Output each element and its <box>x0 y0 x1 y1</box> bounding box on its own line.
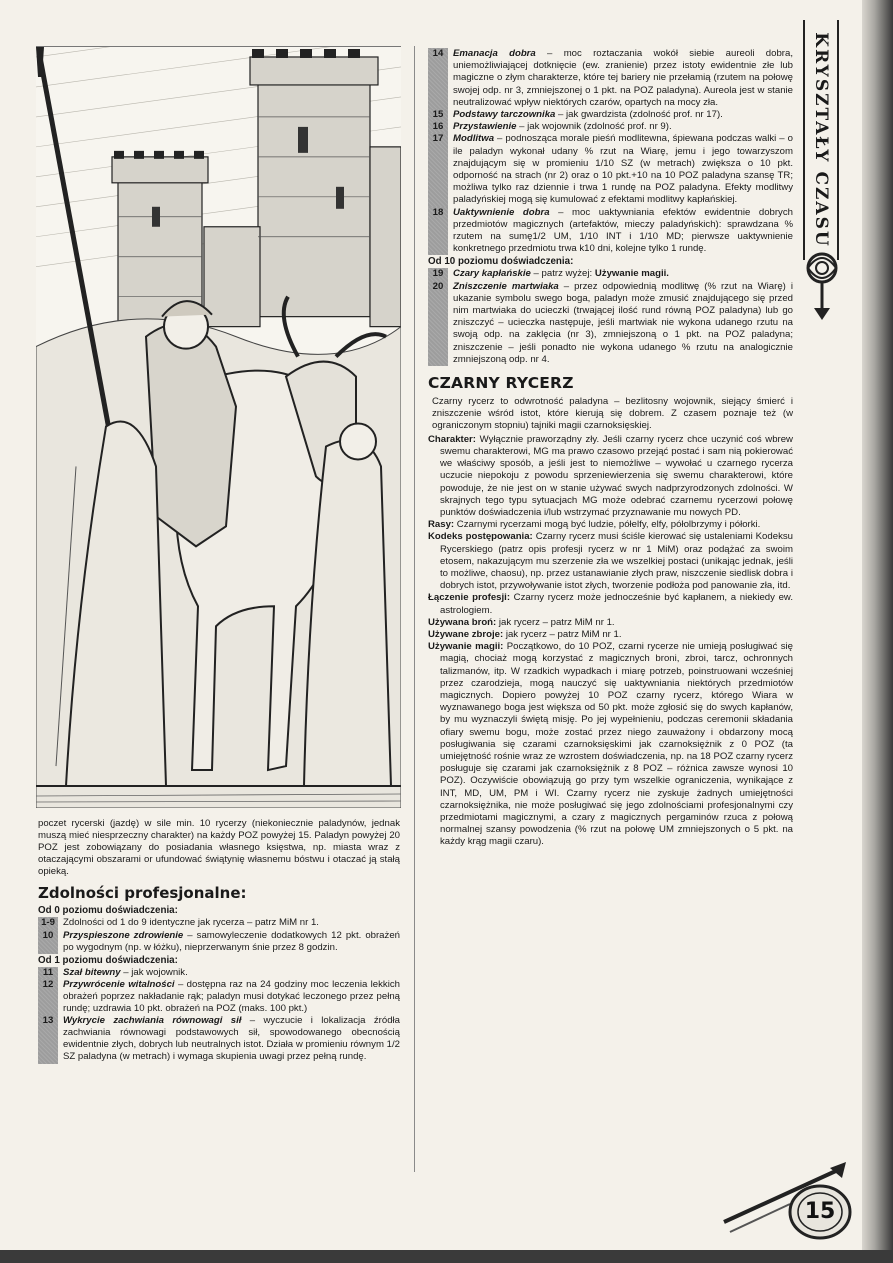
celtic-knot-icon <box>800 238 844 322</box>
ability-text: Wykrycie zachwiania równowagi sił – wyczucie i lokalizacja źródła zachwiania równowagi podstawowych sił, spowodowanego obecnością ewidentnie złych, dobrych lub neutralnych istot. Działa w promieniu równym 1/2 SZ paladyna (w metrach) i wymaga skupienia uwagi przez pełną rundę. <box>63 1015 401 1063</box>
entry-weapons: Używana broń: jak rycerz – patrz MiM nr 1. <box>428 616 615 628</box>
ability-number: 20 <box>428 281 448 366</box>
ability-row <box>428 281 793 366</box>
ability-row <box>38 930 400 954</box>
page-bottom-edge <box>0 1250 893 1263</box>
paladin-illustration <box>36 46 401 808</box>
right-column <box>428 48 793 849</box>
ability-text: Przyspieszone zdrowienie – samowyleczenie dodatkowych 12 pkt. obrażeń po wygodnym (np. w łóżku), nieprzerwanym śnie przez 8 godzin. <box>63 929 400 953</box>
level-heading: Od 1 poziomu doświadczenia: <box>38 954 178 966</box>
section-title-abilities: Zdolności profesjonalne: <box>38 884 247 903</box>
ability-row <box>38 1015 400 1063</box>
ability-number: 19 <box>428 268 448 280</box>
ability-row <box>428 133 793 206</box>
black-knight-intro: Czarny rycerz to odwrotność paladyna – bezlitosny wojownik, siejący śmierć i zniszczenie wśród istot, które kierują się dobrem. Z czasem poznaje też (w ograniczonym stopniu) tajniki magii czarnoksięskiej. <box>432 396 793 432</box>
ability-number: 11 <box>38 967 58 979</box>
page-number: 15 <box>804 1199 836 1224</box>
ability-row <box>428 121 793 133</box>
left-column <box>38 818 400 1064</box>
entry-races: Rasy: Czarnymi rycerzami mogą być ludzie, półelfy, elfy, półolbrzymy i półorki. <box>428 519 761 531</box>
ability-text: Szał bitewny – jak wojownik. <box>63 966 188 978</box>
ability-row <box>38 917 400 929</box>
ability-number: 14 <box>428 48 448 109</box>
ability-text: Emanacja dobra – moc roztaczania wokół siebie aureoli dobra, uniemożliwiającej dotknięcie (ew. zranienie) przez istoty ewidentnie złe lub magiczne o złym charakterze, które tej bariery nie przełamią (rzutem na połowę swojej odp. nr 3, zmniejszonej o 1 pkt. na POZ paladyna). Aureola jest w stanie neutralizować wpływ niektórych czarów, opartych na mocy zła. <box>453 48 793 108</box>
ability-text: Modlitwa – podnosząca morale pieśń modlitewna, śpiewana podczas walki – o ile paladyn wykonał udany % rzut na Wiarę, jemu i jego towarzyszom znajdującym się w promieniu 1/10 SZ (w metrach) zwiększa o 10 pkt. odporność na strach (nr 2) oraz o 10 pkt.+10 na 10 POZ paladyna szansę TR; możliwa tylko raz dziennie i trwa 1 rundę na POZ paladyna. Efekty modlitwy paladyńskiej mogą się kumulować z efektami modlitwy kapłańskiej. <box>453 133 793 206</box>
side-title-banner <box>803 20 839 260</box>
entry-alignment: Charakter: Wyłącznie praworządny zły. Jeśli czarny rycerz chce uczynić coś wbrew swemu charakterowi, MG ma prawo czasowo przejąć postać i sam nią pokierować we właściwy sposób, a jeśli jest to niemożliwe – wywołać u czarnego rycerza uczucie niepokoju z powodu sprzeniewierzenia się swemu charakterowi, które powoduje, że nie jest on w stanie używać swych nadprzyrodzonych zdolności. W skrajnych tego typu sytuacjach MG może odebrać czarnemu rycerzowi połowę punktów doświadczenia i/lub wstrzymać przyznawanie mu nowych PD. <box>428 433 793 518</box>
ability-row <box>428 207 793 256</box>
level-heading: Od 0 poziomu doświadczenia: <box>38 905 178 917</box>
ability-text: Podstawy tarczownika – jak gwardzista (zdolność prof. nr 17). <box>453 109 723 121</box>
ability-text: Zdolności od 1 do 9 identyczne jak rycerza – patrz MiM nr 1. <box>63 917 319 929</box>
ability-text: Przywrócenie witalności – dostępna raz na 24 godziny moc leczenia lekkich obrażeń poprzez nakładanie rąk; paladyn musi dotykać leczonego przez pełną rundę; uzdrawia 10 pkt. obrażeń na POZ (maks. 100 pkt.) <box>63 978 400 1015</box>
page-edge <box>862 0 893 1263</box>
section-title-black-knight: CZARNY RYCERZ <box>428 374 574 393</box>
ability-number: 10 <box>38 930 58 954</box>
ability-text: Zniszczenie martwiaka – przez odpowiednią modlitwę (% rzut na Wiarę) i ukazanie symbolu swego boga, paladyn może zmusić znajdującego się przed nim martwiaka do ucieczki (trwającej ilość rund równą POZ paladyna) lub go zniszczyć – ucieczka następuje, jeśli martwiak nie wykona udanego rzutu na swoją odp. na zaklęcia (nr 3), zmniejszoną o 1 pkt. na POZ paladyna; zniszczenie – jeśli ponadto nie wykona udanego % rzutu na analogicznie zmniejszoną odp. nr 4. <box>453 280 793 365</box>
ability-number: 18 <box>428 207 448 256</box>
ability-text: Uaktywnienie dobra – moc uaktywniania efektów ewidentnie dobrych przedmiotów magicznych (artefaktów, mieczy paladyńskich): sprawdzana % rzutem na sumę1/2 UM, 1/10 INT i 1/10 MD; pierwsze uaktywnienie konkretnego przedmiotu trwa k10 dni, kolejne tylko 1 rundę. <box>453 206 793 255</box>
knight-castle-drawing <box>36 47 401 808</box>
ability-row <box>428 109 793 121</box>
ability-text: Przystawienie – jak wojownik (zdolność prof. nr 9). <box>453 121 672 133</box>
entry-multiclass: Łączenie profesji: Czarny rycerz może jednocześnie być kapłanem, a niekiedy ew. astrologiem. <box>428 592 793 616</box>
level-heading: Od 10 poziomu doświadczenia: <box>428 256 574 268</box>
ability-number: 13 <box>38 1015 58 1063</box>
entry-armor: Używane zbroje: jak rycerz – patrz MiM nr 1. <box>428 628 622 640</box>
ability-row <box>38 967 400 979</box>
ability-row <box>428 48 793 109</box>
ability-number: 15 <box>428 109 448 121</box>
entry-code-of-conduct: Kodeks postępowania: Czarny rycerz musi ściśle kierować się ustaleniami Kodeksu Rycerskiego (patrz opis profesji rycerz w nr 1 MiM) oraz podążać za swoim etosem, nakazującym mu szerzenie zła we wszelkiej postaci (unikając jednak, jeśli to możliwe, chaosu), np. przez ustanawianie złych praw, niszczenie siedlisk dobra i dobrych istot, przywoływanie istot złych, tworzenie podłoża pod panowanie zła, itd. <box>428 531 793 592</box>
ability-number: 16 <box>428 121 448 133</box>
ability-number: 12 <box>38 979 58 1015</box>
ability-number: 1-9 <box>38 917 58 929</box>
column-divider <box>414 46 415 1172</box>
entry-magic-use: Używanie magii: Początkowo, do 10 POZ, czarni rycerze nie umieją posługiwać się magią, chociaż mogą korzystać z magicznych broni, zbroi, tarcz, ochronnych talizmanów, itp. W rzadkich wypadkach i miarę potrzeb, poinstruowani wcześniej przez czarodzieja, mogą nauczyć się uaktywniania niektórych przedmiotów magicznych. Dopiero powyżej 10 POZ czarny rycerz, którego Wiara w wyznawanego boga jest większa od 50 pkt. może zgłosić się do swych kapłanów, by mu wyznaczyli świętą misję. Po jej wypełnieniu, podczas ceremonii składania ofiary swemu bogu, może zostać przez niego zauważony i obdarzony mocą posługiwania się czarami czarnoksięskimi jak czarnoksiężnik z 0 POZ (ta umiejętność rośnie wraz ze wzrostem doświadczenia, np. na 18 POZ czarny rycerz posługuje się czarami jak czarnoksiężnik z 8 POZ – różnica zawsze wynosi 10 POZ). Oczywiście obowiązują go przy tym wszelkie ograniczenia, wynikające z INT, MD, UM, PM i WI. Czarny rycerz nie zyskuje żadnych umiejętności czarnoksiężnika, nie może posługiwać się jego zdolnościami profesjonalnymi czy przedmiotami magicznymi, a czary z magicznych pergaminów rzuca z połową normalnej szansy powodzenia (% rzut na połowę UM zmniejszonych o 5 pkt. na każdy krąg magii czaru). <box>428 641 793 848</box>
ability-row <box>38 979 400 1015</box>
ability-number: 17 <box>428 133 448 206</box>
ability-text: Czary kapłańskie – patrz wyżej: Używanie magii. <box>453 268 669 280</box>
ability-row <box>428 268 793 280</box>
magazine-title: KRYSZTAŁY CZASU <box>811 32 831 248</box>
intro-paragraph: poczet rycerski (jazdę) w sile min. 10 rycerzy (niekoniecznie paladynów, jednak muszą mieć niesprzeczny charakter) na każdy POZ powyżej 15. Paladyn powyżej 20 POZ jest zobowiązany do posiadania własnego księstwa, np. miasta wraz z otaczającymi obszarami or ufundować świątynię własnemu bóstwu i otaczać ją stałą opieką. <box>38 818 400 878</box>
